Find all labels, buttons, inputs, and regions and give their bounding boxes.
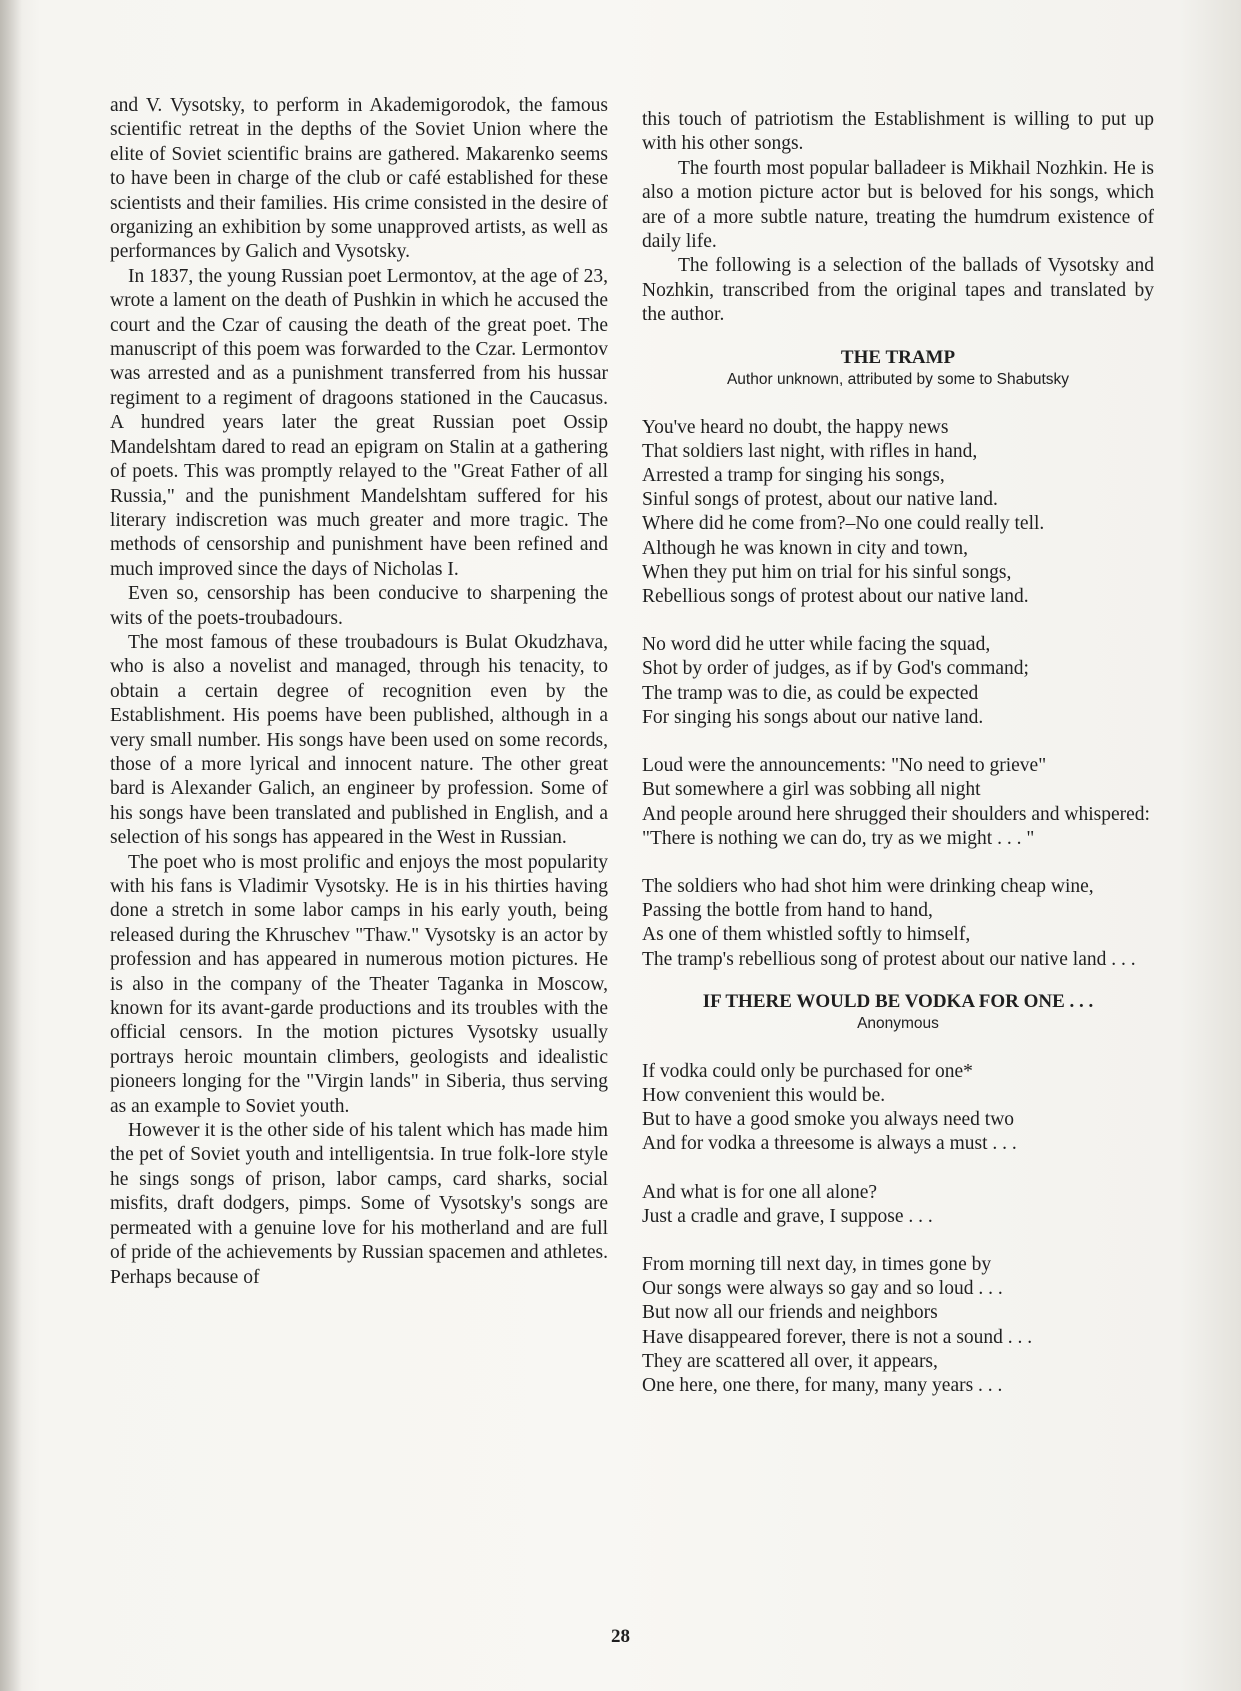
paragraph: In 1837, the young Russian poet Lermontov, at the age of 23, wrote a lament on the death of Pushkin in which he accused the court and the Czar of causing the death of the great poet. The manuscript of this poem was forwarded to the Czar. Lermontov was arrested and as a punishment transferred from his hussar regiment to a regiment of dragoons stationed in the Caucasus. A hundred years later the great Russian poet Ossip Mandelshtam dared to read an epigram on Stalin at a gathering of poets. This was promptly relayed to the "Great Father of all Russia," and the punishment Mandelshtam suffered for his literary indiscretion was much greater and more tragic. The methods of censorship and punishment have been refined and much improved since the days of Nicholas I. (110, 265, 608, 580)
poem-line: But somewhere a girl was sobbing all night (642, 779, 981, 801)
poem-line: Sinful songs of protest, about our native land. (642, 489, 998, 511)
poem-title: IF THERE WOULD BE VODKA FOR ONE . . . (702, 990, 1094, 1012)
paragraph: and V. Vysotsky, to perform in Akademigorodok, the famous scientific retreat in the depths of the Soviet Union where the elite of Soviet scientific brains are gathered. Makarenko seems to have been in charge of the club or café established for these scientists and their families. His crime consisted in the desire of organizing an exhibition by some unapproved artists, as well as performances by Galich and Vysotsky. (110, 95, 608, 263)
poem-line: As one of them whistled softly to himself, (642, 924, 971, 946)
poem-line: The soldiers who had shot him were drinking cheap wine, (642, 875, 1094, 897)
poem-stanza (642, 754, 1154, 851)
poem-line: Our songs were always so gay and so loud . . . (642, 1278, 1003, 1300)
poem-line: Shot by order of judges, as if by God's command; (642, 658, 1029, 680)
paragraph: The most famous of these troubadours is Bulat Okudzhava, who is also a novelist and managed, through his tenacity, to obtain a certain degree of recognition even by the Establishment. His poems have been published, although in a very small number. His songs have been used on some records, those of a more lyrical and innocent nature. The other great bard is Alexander Galich, an engineer by profession. Some of his songs have been translated and published in English, and a selection of his songs has appeared in the West in Russian. (110, 631, 608, 849)
poem-line: And what is for one all alone? (642, 1181, 878, 1203)
poem-attribution: Author unknown, attributed by some to Shabutsky (726, 370, 1070, 388)
poem-line: Arrested a tramp for singing his songs, (642, 465, 945, 487)
poem-line: But to have a good smoke you always need two (642, 1109, 1015, 1131)
poem-stanza (642, 416, 1154, 610)
left-column (110, 94, 608, 1290)
poem-line: One here, one there, for many, many years . . . (642, 1374, 1003, 1396)
poem-line: They are scattered all over, it appears, (642, 1350, 938, 1372)
poem-line: If vodka could only be purchased for one* (642, 1060, 973, 1082)
poem-line: From morning till next day, in times gone by (642, 1253, 992, 1275)
poem-title: THE TRAMP (840, 346, 956, 368)
poem-line: "There is nothing we can do, try as we might . . . " (642, 827, 1035, 849)
poem-line: But now all our friends and neighbors (642, 1302, 938, 1324)
poem-line: And people around here shrugged their shoulders and whispered: (642, 803, 1150, 825)
poem-line: No word did he utter while facing the squad, (642, 634, 991, 656)
poem-line: You've heard no doubt, the happy news (642, 416, 949, 438)
poem-line: And for vodka a threesome is always a must . . . (642, 1133, 1017, 1155)
right-column (642, 108, 1154, 1398)
poem-line: The tramp's rebellious song of protest about our native land . . . (642, 948, 1136, 970)
poem-line: That soldiers last night, with rifles in hand, (642, 440, 978, 462)
page-edge-shadow (0, 0, 22, 1691)
paragraph: The fourth most popular balladeer is Mikhail Nozhkin. He is also a motion picture actor but is beloved for his songs, which are of a more subtle nature, treating the humdrum existence of daily life. (642, 157, 1154, 253)
paragraph: Even so, censorship has been conducive to sharpening the wits of the poets-troubadours. (110, 583, 608, 629)
poem-attribution: Anonymous (857, 1014, 939, 1032)
poem-line: How convenient this would be. (642, 1084, 886, 1106)
poem-line: When they put him on trial for his sinful songs, (642, 561, 1012, 583)
poem-line: Although he was known in city and town, (642, 537, 969, 559)
paragraph: this touch of patriotism the Establishment is willing to put up with his other songs. (642, 109, 1154, 155)
poem-line: Passing the bottle from hand to hand, (642, 900, 933, 922)
poem-stanza (642, 1181, 1154, 1229)
page-number: 28 (611, 1626, 630, 1647)
poem-stanza (642, 1253, 1154, 1398)
paragraph: The poet who is most prolific and enjoys the most popularity with his fans is Vladimir Vysotsky. He is in his thirties having done a stretch in some labor camps in his early youth, being released during the Khruschev "Thaw." Vysotsky is an actor by profession and has appeared in numerous motion pictures. He is also in the company of the Theater Taganka in Moscow, known for its avant-garde productions and its troubles with the official censors. In the motion pictures Vysotsky usually portrays heroic mountain climbers, geologists and idealistic pioneers longing for the "Virgin lands" in Siberia, thus serving as an example to Soviet youth. (110, 851, 608, 1117)
poem-line: For singing his songs about our native land. (642, 706, 984, 728)
poem-stanza (642, 875, 1154, 972)
poem-line: Rebellious songs of protest about our native land. (642, 586, 1029, 608)
poem-line: Where did he come from?–No one could really tell. (642, 513, 1045, 535)
poem-line: Loud were the announcements: "No need to grieve" (642, 755, 1047, 777)
poem-line: The tramp was to die, as could be expected (642, 682, 979, 704)
poem-stanza (642, 1060, 1154, 1157)
paragraph: However it is the other side of his talent which has made him the pet of Soviet youth and intelligentsia. In true folk-lore style he sings songs of prison, labor camps, card sharks, social misfits, draft dodgers, pimps. Some of Vysotsky's songs are permeated with a genuine love for his motherland and are full of pride of the achievements by Russian spacemen and athletes. Perhaps because of (110, 1120, 608, 1288)
paragraph: The following is a selection of the ballads of Vysotsky and Nozhkin, transcribed from the original tapes and translated by the author. (642, 255, 1154, 326)
poem-line: Just a cradle and grave, I suppose . . . (642, 1205, 933, 1227)
poem-stanza (642, 633, 1154, 730)
poem-line: Have disappeared forever, there is not a sound . . . (642, 1326, 1033, 1348)
